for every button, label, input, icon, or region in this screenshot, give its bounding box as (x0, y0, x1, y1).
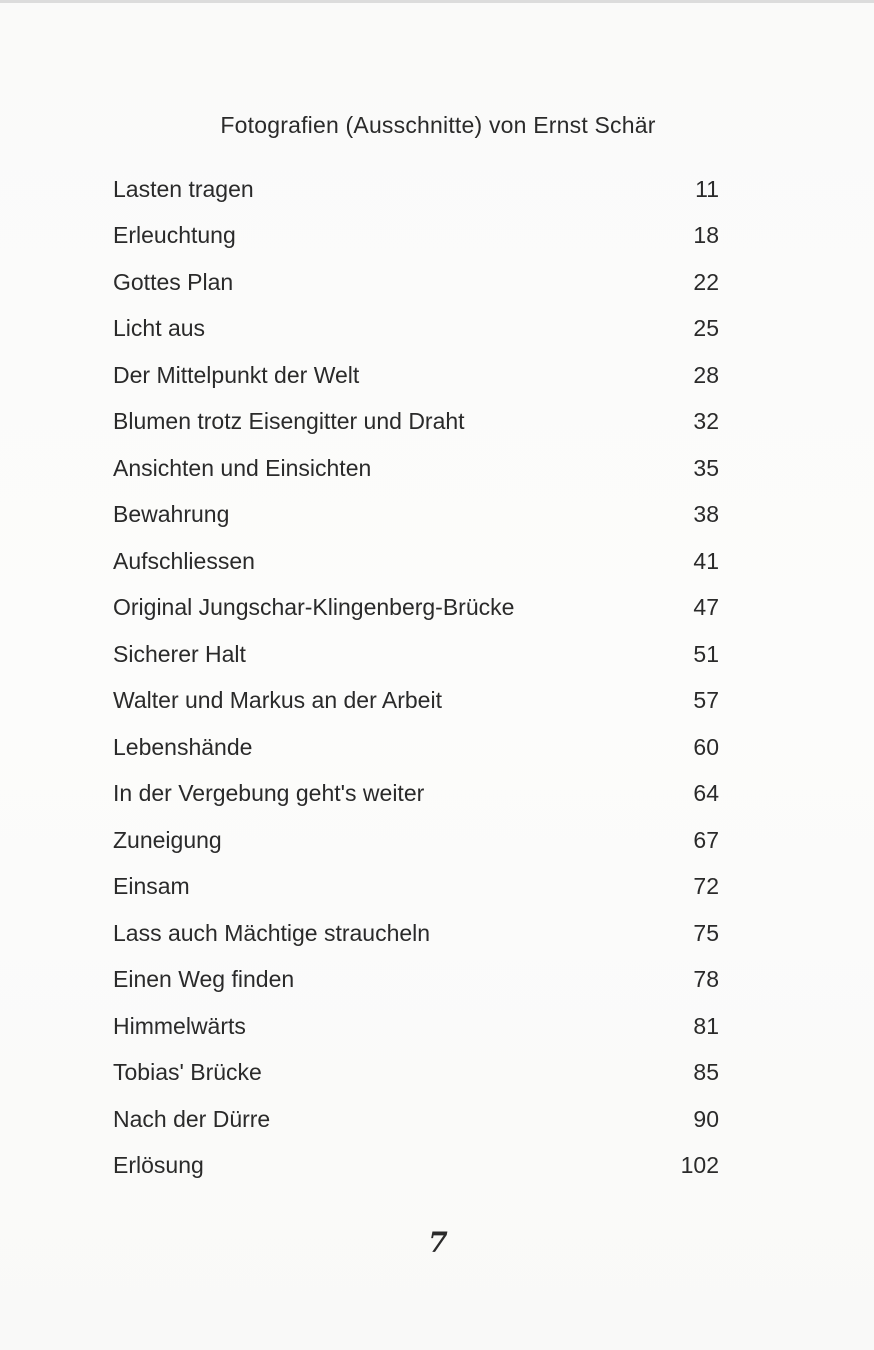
toc-entry-page: 78 (693, 966, 719, 993)
toc-entry-title: In der Vergebung geht's weiter (113, 780, 425, 807)
toc-entry-title: Original Jungschar-Klingenberg-Brücke (113, 594, 515, 621)
toc-entry (113, 445, 719, 492)
toc-entry-page: 11 (695, 175, 719, 202)
toc-entry (113, 817, 719, 864)
toc-entry-page: 72 (693, 873, 719, 900)
toc-entry-page: 67 (693, 826, 719, 853)
toc-entry (113, 492, 719, 539)
toc-entry-title: Sicherer Halt (113, 640, 246, 667)
toc-entry (113, 306, 719, 353)
toc-entry-title: Aufschliessen (113, 547, 255, 574)
toc-entry-title: Lasten tragen (113, 175, 254, 202)
toc-entry (113, 1050, 719, 1097)
toc-entry (113, 585, 719, 632)
toc-entry-page: 90 (693, 1105, 719, 1132)
toc-entry-title: Erlösung (113, 1152, 204, 1179)
toc-entry-page: 47 (693, 594, 719, 621)
toc-entry-title: Der Mittelpunkt der Welt (113, 361, 360, 388)
toc-entry-title: Ansichten und Einsichten (113, 454, 372, 481)
toc-entry-page: 51 (693, 640, 719, 667)
toc-entry (113, 864, 719, 911)
toc-entry-page: 28 (693, 361, 719, 388)
toc-entry (113, 352, 719, 399)
toc-entry-page: 38 (693, 501, 719, 528)
toc-entry-page: 64 (693, 780, 719, 807)
toc-entry-title: Einen Weg finden (113, 966, 295, 993)
toc-entry-title: Gottes Plan (113, 268, 234, 295)
toc-entry-title: Lebenshände (113, 733, 253, 760)
toc-entry (113, 678, 719, 725)
toc-entry-title: Nach der Dürre (113, 1105, 271, 1132)
toc-entry (113, 1143, 719, 1190)
page-top-edge (0, 0, 874, 3)
toc-entry (113, 399, 719, 446)
table-of-contents (113, 166, 719, 1189)
toc-entry-title: Himmelwärts (113, 1012, 246, 1039)
toc-entry-title: Licht aus (113, 315, 206, 342)
toc-entry-title: Walter und Markus an der Arbeit (113, 687, 442, 714)
toc-entry-title: Zuneigung (113, 826, 222, 853)
toc-entry (113, 1096, 719, 1143)
toc-entry-title: Tobias' Brücke (113, 1059, 262, 1086)
toc-entry-page: 75 (693, 919, 719, 946)
toc-entry-title: Erleuchtung (113, 222, 236, 249)
toc-entry (113, 771, 719, 818)
toc-entry (113, 1003, 719, 1050)
toc-entry-page: 35 (693, 454, 719, 481)
toc-entry-page: 32 (693, 408, 719, 435)
toc-entry-page: 22 (693, 268, 719, 295)
toc-entry-page: 18 (693, 222, 719, 249)
toc-entry (113, 910, 719, 957)
page-number: 7 (428, 1226, 448, 1259)
toc-entry-page: 81 (693, 1012, 719, 1039)
toc-entry-page: 25 (693, 315, 719, 342)
toc-entry (113, 259, 719, 306)
toc-entry (113, 724, 719, 771)
toc-entry-title: Lass auch Mächtige straucheln (113, 919, 431, 946)
toc-entry-title: Bewahrung (113, 501, 230, 528)
toc-entry-page: 57 (693, 687, 719, 714)
toc-entry-page: 60 (693, 733, 719, 760)
toc-entry (113, 957, 719, 1004)
page-title: Fotografien (Ausschnitte) von Ernst Schär (220, 112, 656, 138)
toc-entry (113, 213, 719, 260)
toc-entry (113, 166, 719, 213)
toc-entry-title: Blumen trotz Eisengitter und Draht (113, 408, 465, 435)
toc-entry (113, 631, 719, 678)
toc-entry-page: 41 (693, 547, 719, 574)
toc-entry-page: 102 (680, 1152, 719, 1179)
toc-entry-page: 85 (693, 1059, 719, 1086)
toc-entry-title: Einsam (113, 873, 190, 900)
toc-entry (113, 538, 719, 585)
